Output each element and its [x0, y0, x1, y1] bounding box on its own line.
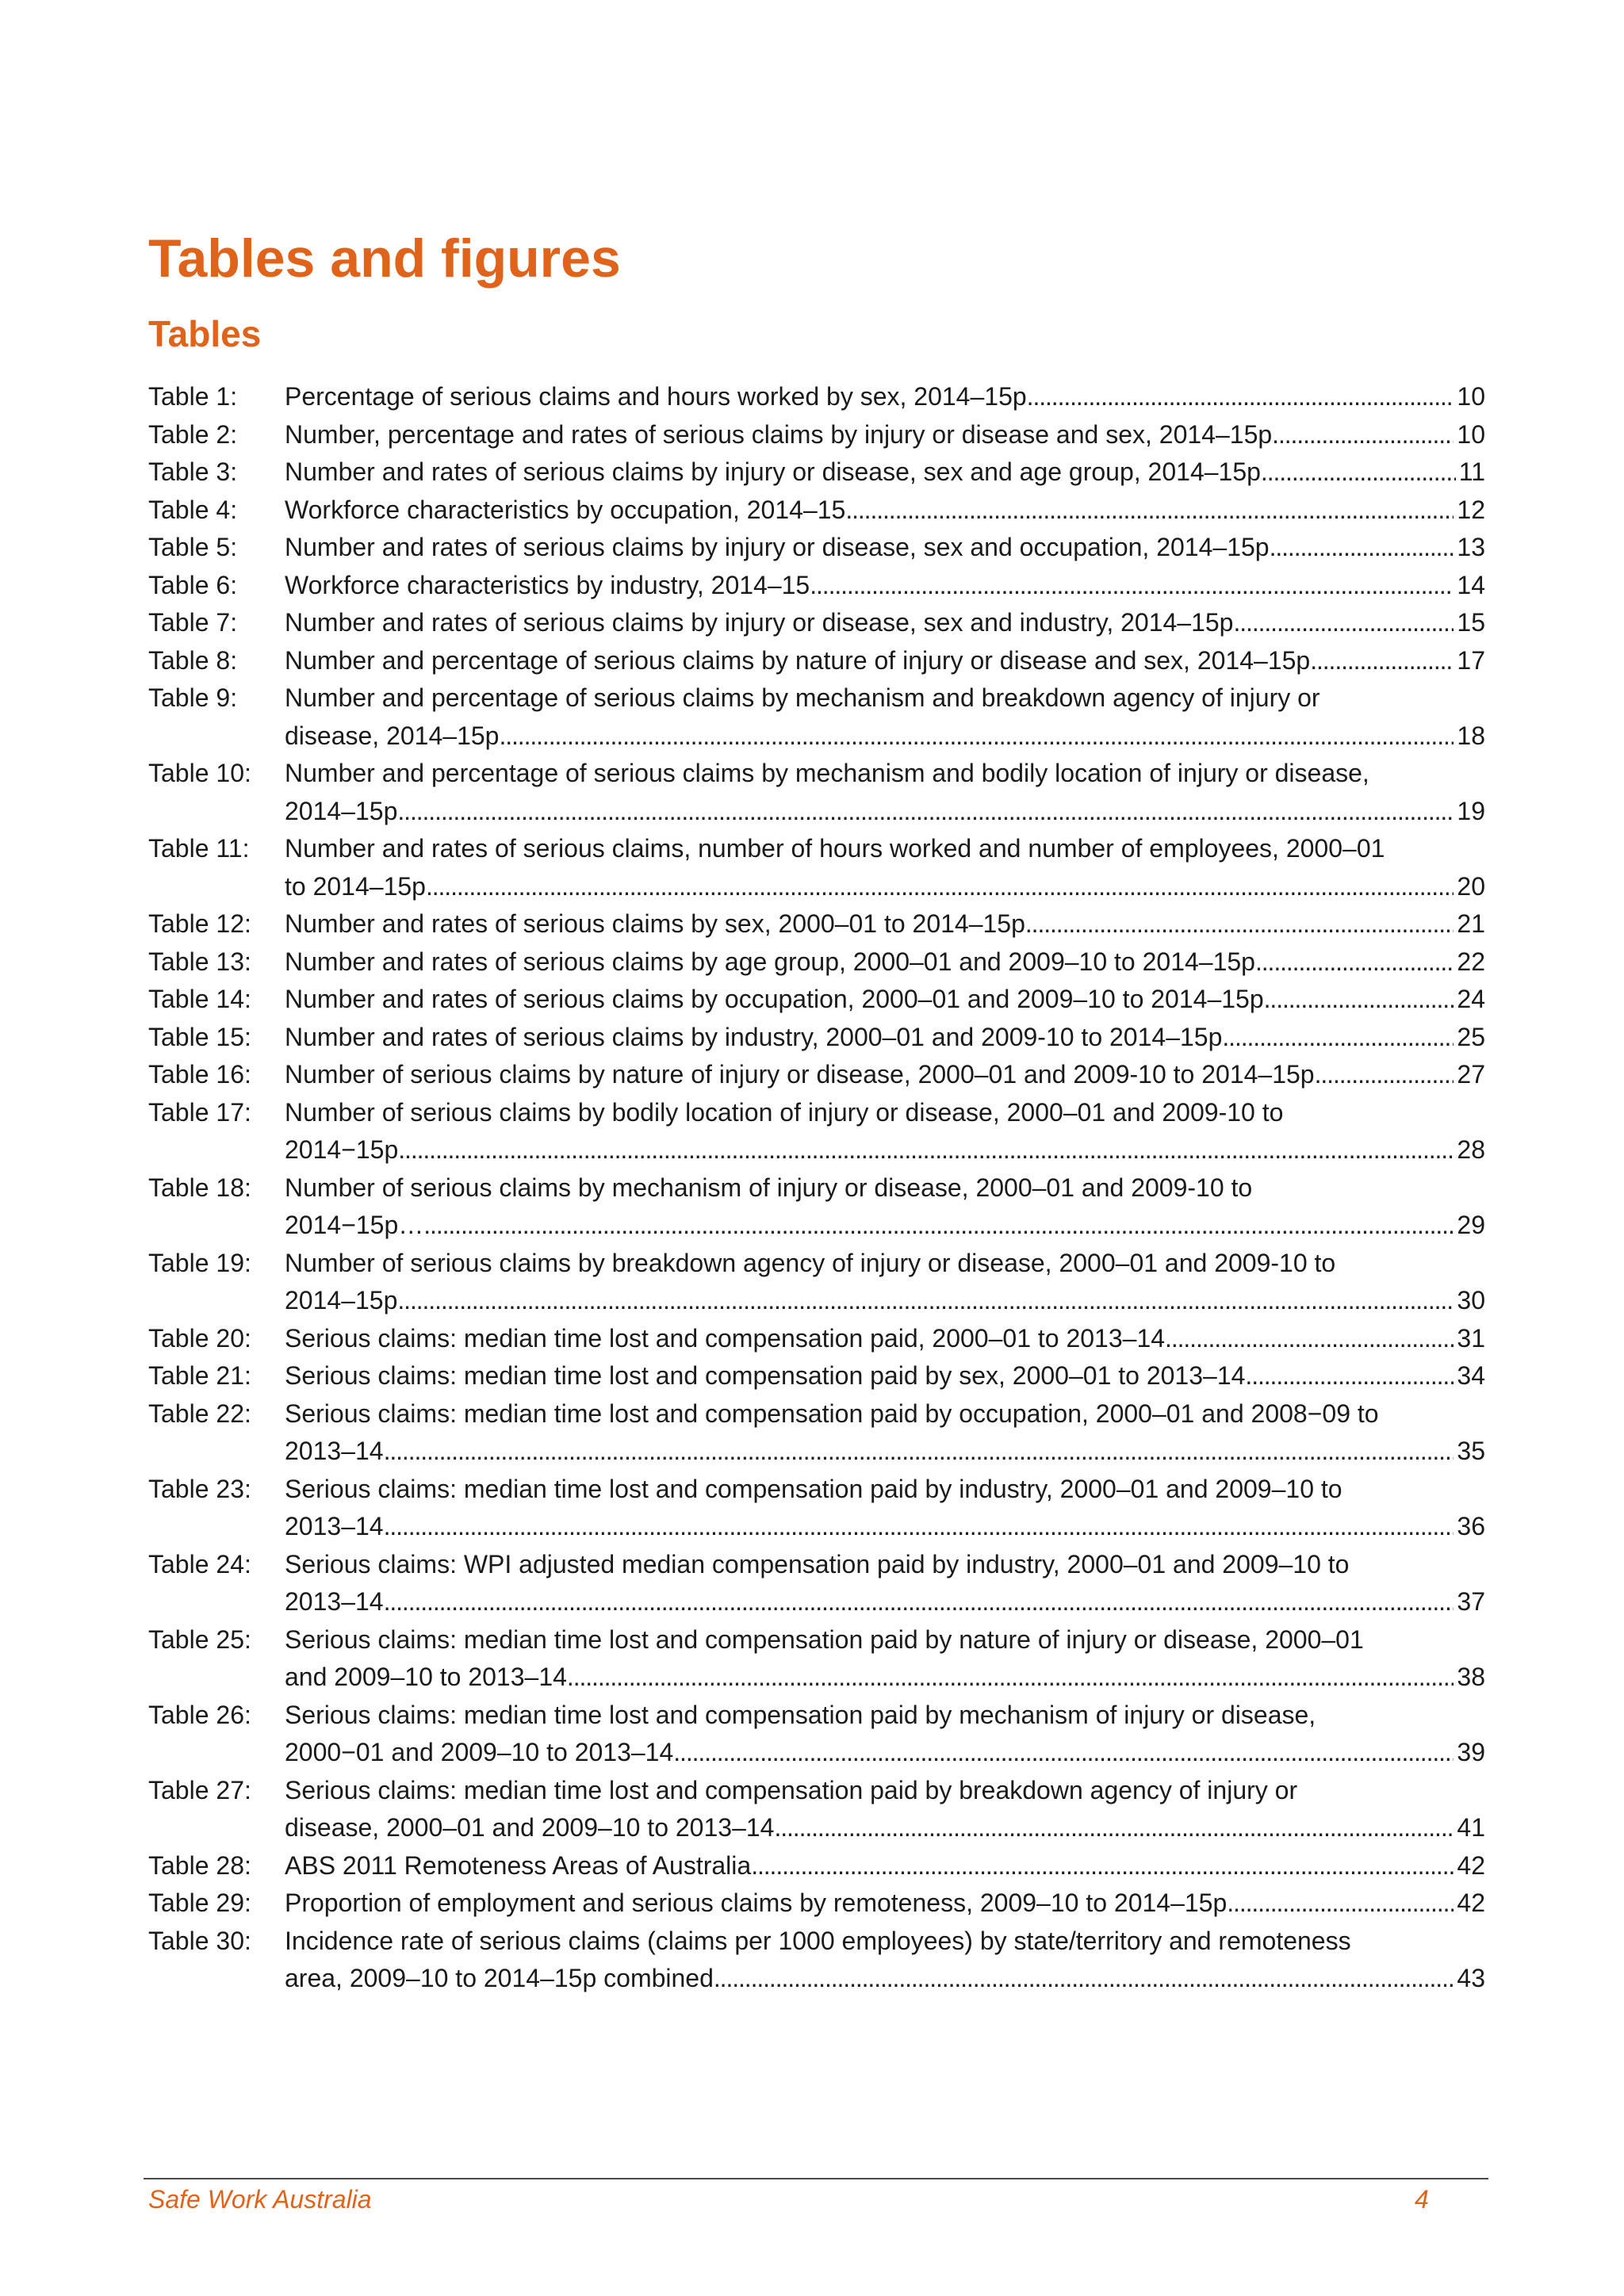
toc-entry-page-number: 30 — [1457, 1286, 1485, 1314]
toc-entry-title: 2013–14 — [285, 1587, 384, 1616]
toc-entry-last-line — [285, 1659, 1485, 1697]
toc-entry[interactable] — [148, 1056, 1485, 1094]
toc-entry-last-line — [285, 492, 1485, 530]
toc-entry-body — [285, 492, 1485, 530]
toc-entry-body — [285, 642, 1485, 680]
toc-entry-title: Number and rates of serious claims by sex, 2000–01 to 2014–15p — [285, 909, 1025, 938]
dot-leader — [810, 567, 1454, 605]
dot-leader — [1027, 378, 1454, 416]
toc-entry-last-line — [285, 868, 1485, 906]
toc-entry-last-line — [285, 1056, 1485, 1094]
toc-entry-title: Number of serious claims by nature of injury or disease, 2000–01 and 2009-10 to 2014–15p — [285, 1060, 1315, 1089]
toc-entry-page-number: 12 — [1457, 495, 1485, 524]
toc-entry-page-number: 34 — [1457, 1361, 1485, 1390]
toc-entry-last-line — [285, 642, 1485, 680]
toc-entry-title: Number and rates of serious claims by injury or disease, sex and age group, 2014–15p — [285, 457, 1261, 486]
toc-entry-body — [285, 755, 1485, 830]
toc-entry-page-number: 25 — [1457, 1022, 1485, 1051]
toc-entry[interactable] — [148, 492, 1485, 530]
toc-entry-title-line: Number of serious claims by bodily location of injury or disease, 2000–01 and 2009-10 to — [285, 1097, 1284, 1127]
toc-entry-last-line — [285, 1207, 1485, 1245]
toc-entry-label: Table 10: — [148, 759, 251, 787]
dot-leader — [1315, 1056, 1454, 1094]
toc-entry-title: 2014–15p — [285, 1286, 398, 1314]
dot-leader — [1025, 905, 1454, 943]
toc-entry-page-number: 41 — [1457, 1813, 1485, 1842]
toc-entry-label: Table 11: — [148, 834, 250, 863]
dot-leader — [384, 1433, 1454, 1471]
toc-entry-page-number: 15 — [1457, 608, 1485, 637]
toc-entry-body — [285, 1847, 1485, 1885]
dot-leader — [714, 1960, 1454, 1998]
toc-entry-label: Table 1: — [148, 382, 238, 411]
toc-entry-label: Table 19: — [148, 1248, 251, 1277]
toc-entry-body — [285, 1772, 1485, 1847]
dot-leader — [1255, 943, 1454, 982]
toc-entry-last-line — [285, 378, 1485, 416]
toc-entry-label: Table 27: — [148, 1775, 251, 1804]
toc-entry-body — [285, 604, 1485, 642]
dot-leader — [751, 1847, 1454, 1885]
dot-leader — [845, 492, 1454, 530]
toc-entry[interactable] — [148, 981, 1485, 1019]
toc-entry-body — [285, 567, 1485, 605]
toc-entry-body — [285, 1621, 1485, 1697]
toc-entry-label: Table 28: — [148, 1850, 251, 1880]
toc-entry-label: Table 21: — [148, 1361, 251, 1390]
dot-leader — [499, 718, 1454, 756]
toc-entry-title: Proportion of employment and serious claims by remoteness, 2009–10 to 2014–15p — [285, 1888, 1228, 1917]
toc-entry-title: ABS 2011 Remoteness Areas of Australia — [285, 1850, 752, 1880]
toc-entry[interactable] — [148, 1847, 1485, 1885]
toc-entry-title: Number and rates of serious claims by injury or disease, sex and industry, 2014–15p — [285, 608, 1234, 637]
toc-entry-title: 2014−15p — [285, 1135, 399, 1164]
toc-entry-page-number: 37 — [1457, 1587, 1485, 1616]
toc-entry-title: Serious claims: median time lost and compensation paid, 2000–01 to 2013–14 — [285, 1323, 1166, 1353]
dot-leader — [774, 1809, 1454, 1847]
dot-leader — [1245, 1357, 1454, 1395]
toc-entry-label: Table 15: — [148, 1022, 251, 1051]
page-title: Tables and figures — [148, 228, 621, 289]
toc-entry-label: Table 9: — [148, 683, 238, 712]
toc-entry-label: Table 8: — [148, 645, 238, 675]
toc-entry-last-line — [285, 1809, 1485, 1847]
dot-leader — [397, 1282, 1454, 1320]
toc-entry[interactable] — [148, 642, 1485, 680]
toc-entry-label: Table 30: — [148, 1926, 251, 1955]
dot-leader — [384, 1508, 1454, 1546]
toc-entry-body — [285, 1019, 1485, 1057]
toc-entry-page-number: 22 — [1457, 947, 1485, 976]
toc-entry-title: Number and rates of serious claims by occupation, 2000–01 and 2009–10 to 2014–15p — [285, 985, 1264, 1013]
toc-entry-body — [285, 1169, 1485, 1245]
toc-entry-title-line: Number and percentage of serious claims by mechanism and breakdown agency of injury or — [285, 683, 1320, 712]
dot-leader — [398, 1131, 1454, 1169]
toc-entry-label: Table 20: — [148, 1323, 251, 1353]
toc-entry-body — [285, 943, 1485, 982]
dot-leader — [1272, 416, 1454, 454]
dot-leader — [397, 793, 1454, 831]
toc-entry-last-line — [285, 567, 1485, 605]
toc-entry-title-line: Number and percentage of serious claims by mechanism and bodily location of injury or disease, — [285, 759, 1369, 787]
toc-entry-last-line — [285, 943, 1485, 982]
section-title: Tables — [148, 313, 262, 354]
dot-leader — [423, 1207, 1454, 1245]
toc-entry-title-line: Serious claims: median time lost and compensation paid by occupation, 2000–01 and 2008−09 to — [285, 1399, 1379, 1428]
toc-entry-label: Table 25: — [148, 1624, 251, 1654]
toc-entry-last-line — [285, 1282, 1485, 1320]
toc-entry[interactable] — [148, 529, 1485, 567]
toc-entry[interactable] — [148, 378, 1485, 416]
toc-entry-title: 2000−01 and 2009–10 to 2013–14 — [285, 1738, 674, 1766]
toc-entry-body — [285, 378, 1485, 416]
toc-entry-last-line — [285, 1019, 1485, 1057]
toc-entry-title-line: Incidence rate of serious claims (claims per 1000 employees) by state/territory and remoteness — [285, 1926, 1351, 1955]
toc-entry-page-number: 21 — [1457, 909, 1485, 938]
toc-entry-page-number: 27 — [1457, 1060, 1485, 1089]
toc-entry-last-line — [285, 1885, 1485, 1923]
toc-entry-page-number: 11 — [1458, 457, 1485, 486]
toc-entry[interactable] — [148, 1169, 1485, 1245]
toc-entry-last-line — [285, 1847, 1485, 1885]
toc-entry-title-line: Serious claims: median time lost and compensation paid by nature of injury or disease, 2000–01 — [285, 1624, 1364, 1654]
toc-entry-last-line — [285, 1131, 1485, 1169]
toc-entry-title: Number and rates of serious claims by age group, 2000–01 and 2009–10 to 2014–15p — [285, 947, 1255, 976]
dot-leader — [673, 1734, 1454, 1772]
toc-entry-last-line — [285, 1357, 1485, 1395]
toc-entry[interactable] — [148, 943, 1485, 982]
toc-entry[interactable] — [148, 1697, 1485, 1772]
toc-entry-last-line — [285, 529, 1485, 567]
dot-leader — [426, 868, 1454, 906]
toc-entry-label: Table 5: — [148, 533, 238, 561]
toc-entry-label: Table 2: — [148, 419, 238, 449]
toc-entry[interactable] — [148, 1546, 1485, 1621]
toc-entry[interactable] — [148, 1885, 1485, 1923]
toc-entry-label: Table 4: — [148, 495, 238, 524]
footer-divider — [144, 2178, 1488, 2179]
toc-entry[interactable] — [148, 830, 1485, 905]
toc-entry-page-number: 31 — [1457, 1323, 1485, 1353]
toc-entry-title: Workforce characteristics by occupation, 2014–15 — [285, 495, 846, 524]
dot-leader — [1270, 529, 1454, 567]
toc-entry-label: Table 16: — [148, 1060, 251, 1089]
toc-entry-label: Table 17: — [148, 1097, 251, 1127]
toc-entry[interactable] — [148, 1923, 1485, 1998]
toc-entry[interactable] — [148, 905, 1485, 943]
toc-entry-page-number: 39 — [1457, 1738, 1485, 1766]
toc-entry[interactable] — [148, 1395, 1485, 1471]
toc-entry-title-line: Serious claims: median time lost and compensation paid by breakdown agency of injury or — [285, 1775, 1298, 1804]
dot-leader — [1165, 1320, 1454, 1358]
toc-entry-title-line: Number of serious claims by mechanism of injury or disease, 2000–01 and 2009-10 to — [285, 1173, 1253, 1202]
footer-page-number: 4 — [1415, 2185, 1429, 2214]
toc-entry-label: Table 13: — [148, 947, 251, 976]
toc-entry-label: Table 23: — [148, 1474, 251, 1503]
toc-entry-title-line: Serious claims: median time lost and compensation paid by mechanism of injury or disease, — [285, 1700, 1316, 1729]
dot-leader — [1264, 981, 1454, 1019]
toc-entry-title: Number and rates of serious claims by industry, 2000–01 and 2009-10 to 2014–15p — [285, 1022, 1223, 1051]
toc-entry[interactable] — [148, 1772, 1485, 1847]
toc-entry-body — [285, 1245, 1485, 1320]
toc-entry-page-number: 13 — [1457, 533, 1485, 561]
toc-entry-page-number: 42 — [1457, 1850, 1485, 1880]
toc-entry-last-line — [285, 793, 1485, 831]
toc-entry-label: Table 26: — [148, 1700, 251, 1729]
toc-entry-title-line: Serious claims: median time lost and compensation paid by industry, 2000–01 and 2009–10 to — [285, 1474, 1342, 1503]
toc-entry-body — [285, 1923, 1485, 1998]
toc-entry-last-line — [285, 416, 1485, 454]
toc-entry-page-number: 10 — [1457, 382, 1485, 411]
toc-entry-title: area, 2009–10 to 2014–15p combined — [285, 1964, 714, 1992]
toc-entry-body — [285, 1471, 1485, 1546]
toc-entry-label: Table 18: — [148, 1173, 251, 1202]
toc-entry-body — [285, 529, 1485, 567]
toc-entry-title: to 2014–15p — [285, 871, 426, 901]
toc-entry[interactable] — [148, 604, 1485, 642]
toc-entry[interactable] — [148, 453, 1485, 492]
dot-leader — [1261, 453, 1456, 492]
toc-entry-page-number: 43 — [1457, 1964, 1485, 1992]
toc-entry-body — [285, 830, 1485, 905]
toc-entry-page-number: 19 — [1457, 796, 1485, 825]
toc-entry[interactable] — [148, 679, 1485, 755]
toc-entry-last-line — [285, 718, 1485, 756]
toc-entry-title-line: Serious claims: WPI adjusted median compensation paid by industry, 2000–01 and 2009–10 to — [285, 1549, 1350, 1578]
dot-leader — [1233, 604, 1454, 642]
toc-entry-label: Table 3: — [148, 457, 238, 486]
toc-entry-last-line — [285, 1508, 1485, 1546]
toc-entry-body — [285, 679, 1485, 755]
toc-entry[interactable] — [148, 1019, 1485, 1057]
toc-entry-title: and 2009–10 to 2013–14 — [285, 1663, 567, 1691]
toc-entry-body — [285, 1056, 1485, 1094]
toc-entry-last-line — [285, 905, 1485, 943]
toc-entry-page-number: 38 — [1457, 1663, 1485, 1691]
toc-entry-page-number: 36 — [1457, 1512, 1485, 1540]
toc-entry[interactable] — [148, 755, 1485, 830]
toc-entry-label: Table 29: — [148, 1888, 251, 1917]
toc-entry-title: Serious claims: median time lost and compensation paid by sex, 2000–01 to 2013–14 — [285, 1361, 1246, 1390]
toc-entry-label: Table 24: — [148, 1549, 251, 1578]
toc-entry[interactable] — [148, 1245, 1485, 1320]
toc-entry-last-line — [285, 453, 1485, 492]
toc-entry-title: Number, percentage and rates of serious claims by injury or disease and sex, 2014–15p — [285, 419, 1273, 449]
toc-entry-title-line: Number and rates of serious claims, number of hours worked and number of employees, 2000–01 — [285, 834, 1385, 863]
toc-entry-title: Percentage of serious claims and hours worked by sex, 2014–15p — [285, 382, 1027, 411]
footer-organisation: Safe Work Australia — [148, 2185, 372, 2214]
toc-entry-body — [285, 1395, 1485, 1471]
toc-entry-label: Table 22: — [148, 1399, 251, 1428]
toc-entry-page-number: 29 — [1457, 1211, 1485, 1239]
toc-entry-body — [285, 1094, 1485, 1169]
toc-entry-body — [285, 416, 1485, 454]
toc-entry-last-line — [285, 1734, 1485, 1772]
toc-entry[interactable] — [148, 416, 1485, 454]
toc-entry-body — [285, 1546, 1485, 1621]
toc-entry-body — [285, 981, 1485, 1019]
toc-entry-body — [285, 1697, 1485, 1772]
toc-entry-title: disease, 2000–01 and 2009–10 to 2013–14 — [285, 1813, 775, 1842]
toc-entry-body — [285, 1885, 1485, 1923]
toc-entry-title: Number and rates of serious claims by injury or disease, sex and occupation, 2014–15p — [285, 533, 1270, 561]
toc-entry-last-line — [285, 981, 1485, 1019]
toc-entry[interactable] — [148, 1357, 1485, 1395]
toc-entry-page-number: 24 — [1457, 985, 1485, 1013]
toc-entry-last-line — [285, 604, 1485, 642]
toc-entry-page-number: 10 — [1457, 419, 1485, 449]
toc-entry-body — [285, 1357, 1485, 1395]
dot-leader — [384, 1583, 1454, 1621]
toc-entry[interactable] — [148, 1471, 1485, 1546]
toc-entry-body — [285, 1320, 1485, 1358]
toc-entry[interactable] — [148, 1621, 1485, 1697]
toc-entry-page-number: 17 — [1457, 645, 1485, 675]
toc-entry-page-number: 20 — [1457, 871, 1485, 901]
toc-entry-page-number: 14 — [1457, 570, 1485, 599]
dot-leader — [1222, 1019, 1454, 1057]
toc-entry-title: 2014–15p — [285, 796, 398, 825]
toc-entry-label: Table 7: — [148, 608, 238, 637]
toc-entry-label: Table 12: — [148, 909, 251, 938]
toc-entry-page-number: 18 — [1457, 721, 1485, 750]
toc-entry-last-line — [285, 1583, 1485, 1621]
toc-entry-body — [285, 453, 1485, 492]
toc-entry-page-number: 42 — [1457, 1888, 1485, 1917]
toc-entry-last-line — [285, 1433, 1485, 1471]
toc-entry-body — [285, 905, 1485, 943]
dot-leader — [1227, 1885, 1454, 1923]
toc-entry-title: disease, 2014–15p — [285, 721, 500, 750]
toc-entry-last-line — [285, 1960, 1485, 1998]
toc-entry-title: Workforce characteristics by industry, 2014–15 — [285, 570, 810, 599]
toc-entry-title: 2014−15p… — [285, 1211, 424, 1239]
toc-entry-title: 2013–14 — [285, 1512, 384, 1540]
toc-entry-title: Number and percentage of serious claims by nature of injury or disease and sex, 2014–15p — [285, 645, 1311, 675]
toc-entry-page-number: 28 — [1457, 1135, 1485, 1164]
toc-entry-page-number: 35 — [1457, 1437, 1485, 1465]
toc-entry-label: Table 6: — [148, 570, 238, 599]
toc-entry-title: 2013–14 — [285, 1437, 384, 1465]
dot-leader — [567, 1659, 1454, 1697]
table-list — [148, 378, 1485, 1998]
toc-entry[interactable] — [148, 1094, 1485, 1169]
toc-entry[interactable] — [148, 567, 1485, 605]
toc-entry-label: Table 14: — [148, 985, 251, 1013]
dot-leader — [1310, 642, 1454, 680]
toc-entry-last-line — [285, 1320, 1485, 1358]
toc-entry-title-line: Number of serious claims by breakdown agency of injury or disease, 2000–01 and 2009-10 to — [285, 1248, 1336, 1277]
toc-entry[interactable] — [148, 1320, 1485, 1358]
